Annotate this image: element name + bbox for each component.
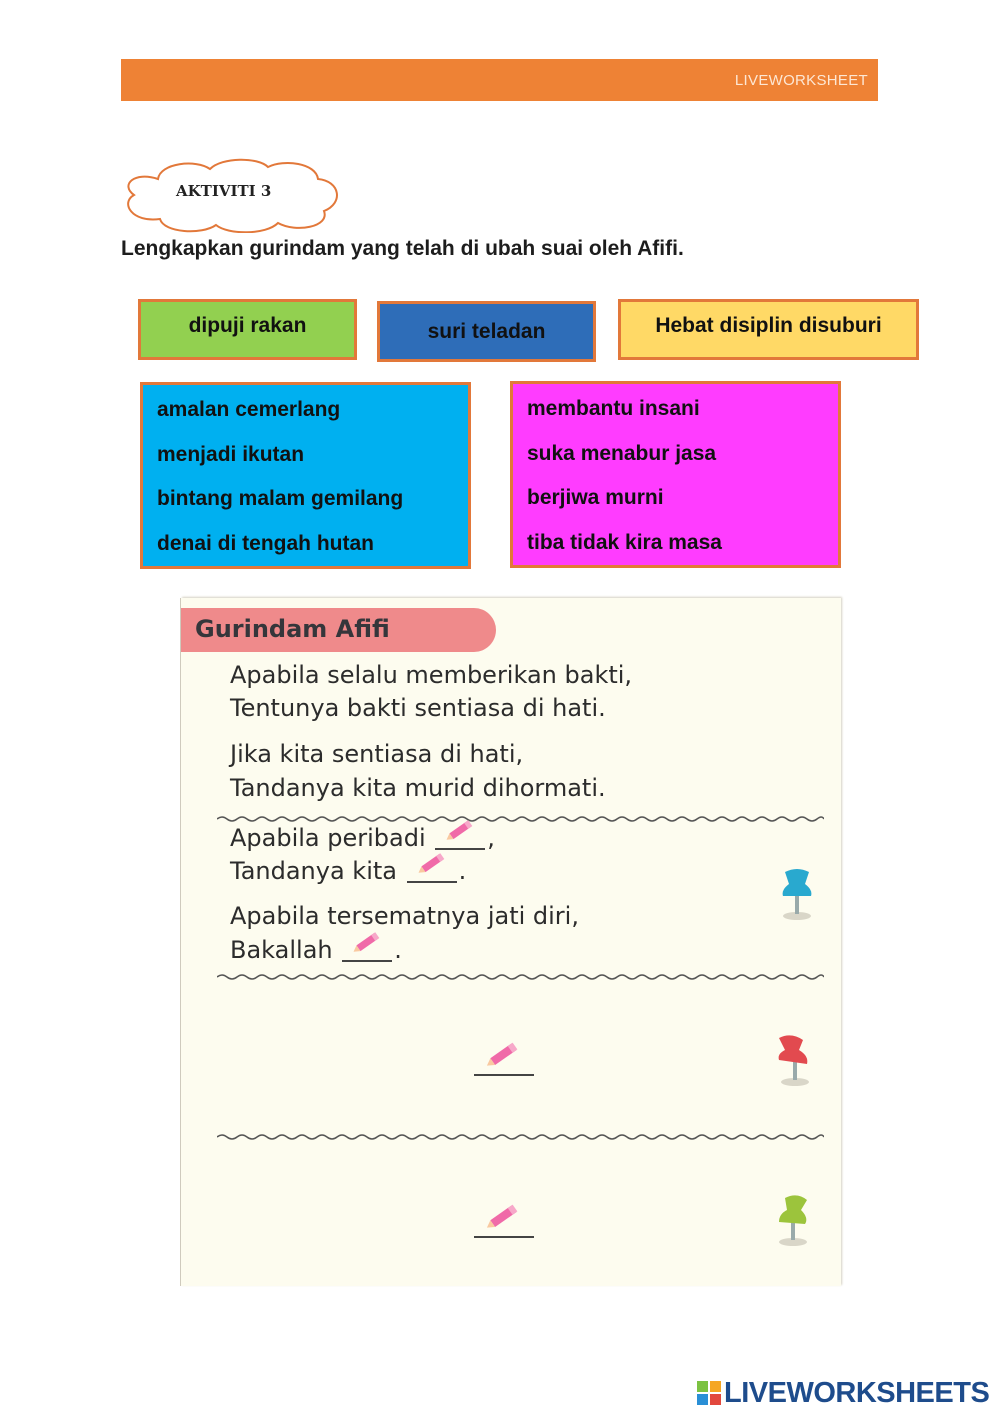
word-list-box-magenta (510, 381, 841, 568)
green-pin-icon (771, 1192, 815, 1248)
list-item[interactable]: membantu insani (527, 397, 700, 420)
panel-title: Gurindam Afifi (195, 615, 390, 643)
list-item[interactable]: berjiwa murni (527, 486, 664, 510)
poem-text: . (394, 936, 402, 964)
header-bar (121, 59, 878, 101)
pencil-icon (417, 851, 449, 873)
word-box-label: dipuji rakan (188, 314, 307, 337)
answer-blank[interactable] (474, 1206, 534, 1238)
list-item[interactable]: bintang malam gemilang (157, 487, 404, 511)
list-item[interactable]: tiba tidak kira masa (527, 531, 722, 555)
poem-text: Apabila peribadi (230, 824, 434, 852)
answer-blank[interactable] (435, 822, 485, 850)
liveworksheets-logo (697, 1377, 995, 1409)
poem-text: , (487, 824, 495, 852)
header-text: LIVEWORKSHEET (734, 72, 868, 89)
wavy-divider (217, 972, 824, 982)
word-list-box-cyan (140, 382, 471, 569)
blue-pin-icon (775, 866, 819, 922)
poem-text: Bakallah (230, 936, 341, 964)
word-box-dipuji-rakan[interactable] (138, 299, 357, 360)
liveworksheets-logo-icon (697, 1381, 721, 1405)
answer-blank[interactable] (407, 855, 457, 883)
poem-line: Tandanya kita murid dihormati. (230, 774, 606, 802)
poem-line: Tentunya bakti sentiasa di hati. (230, 694, 606, 722)
poem-line-with-blank (230, 822, 495, 852)
wavy-divider (217, 1132, 824, 1142)
list-item[interactable]: amalan cemerlang (157, 398, 341, 421)
poem-line: Jika kita sentiasa di hati, (230, 740, 524, 768)
pencil-icon (445, 818, 477, 840)
poem-line-with-blank (230, 934, 402, 964)
activity-label: AKTIVITI 3 (176, 182, 272, 200)
list-item[interactable]: menjadi ikutan (157, 442, 305, 466)
list-item[interactable]: denai di tengah hutan (157, 532, 375, 556)
instruction-text: Lengkapkan gurindam yang telah di ubah suai oleh Afifi. (121, 237, 684, 260)
poem-line: Apabila tersematnya jati diri, (230, 902, 579, 930)
word-box-label: suri teladan (427, 319, 546, 343)
liveworksheets-brand: LIVEWORKSHEETS (724, 1377, 990, 1409)
list-item[interactable]: suka menabur jasa (527, 441, 717, 465)
red-pin-icon (771, 1032, 815, 1088)
poem-line-with-blank (230, 855, 466, 885)
pencil-icon (352, 930, 384, 952)
poem-line: Apabila selalu memberikan bakti, (230, 661, 633, 689)
answer-blank[interactable] (474, 1044, 534, 1076)
poem-text: . (458, 857, 467, 885)
gurindam-panel (181, 598, 841, 1286)
poem-text: Tandanya kita (230, 857, 405, 885)
answer-blank[interactable] (342, 934, 392, 962)
word-box-suri-teladan[interactable] (377, 301, 596, 362)
activity-cloud-badge (118, 157, 343, 233)
pencil-icon (484, 1040, 524, 1066)
word-box-label: Hebat disiplin disuburi (655, 314, 882, 337)
pencil-icon (484, 1202, 524, 1228)
panel-title-banner (181, 608, 496, 652)
word-box-hebat-disiplin[interactable] (618, 299, 919, 360)
